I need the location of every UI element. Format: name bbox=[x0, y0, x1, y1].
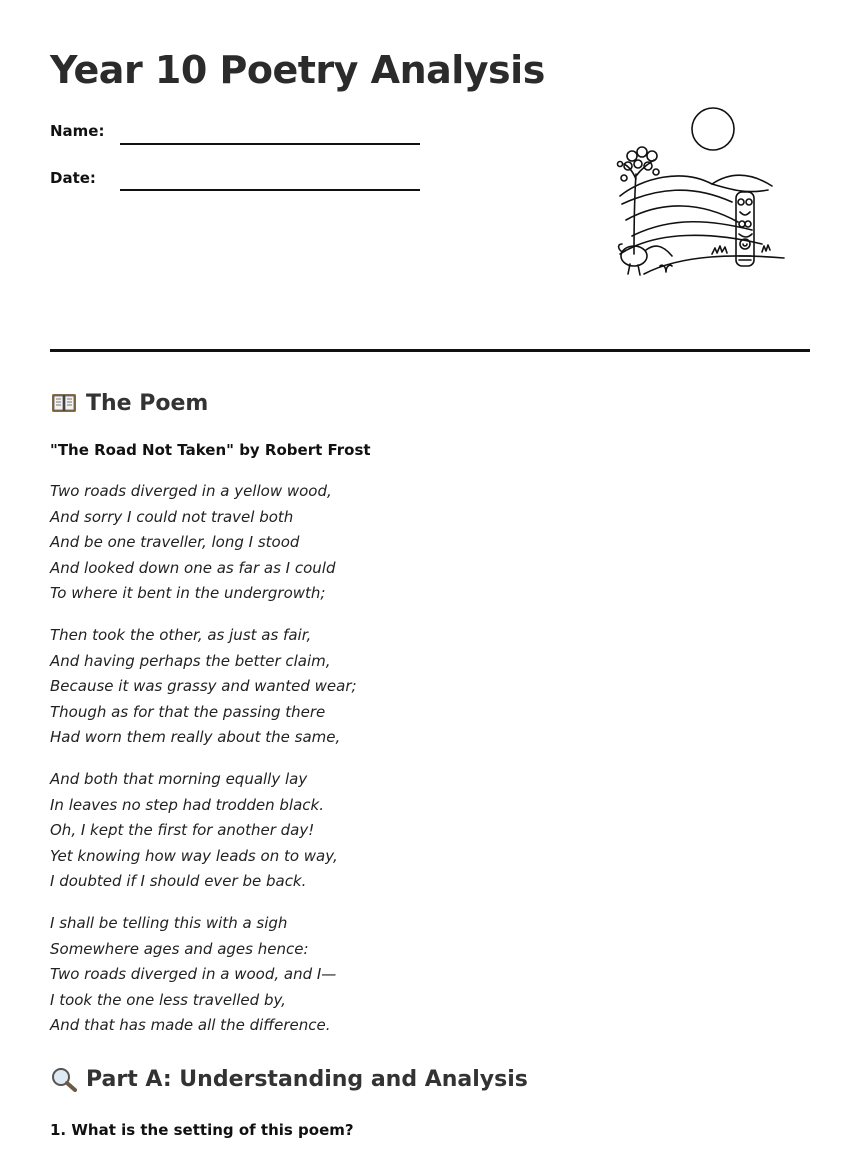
section-divider bbox=[50, 349, 810, 352]
poem-title: "The Road Not Taken" by Robert Frost bbox=[50, 441, 371, 459]
middle-hills bbox=[626, 206, 738, 222]
foreground-hill bbox=[644, 256, 784, 274]
poem-section-heading bbox=[50, 390, 208, 416]
poem-line: Two roads diverged in a yellow wood, bbox=[50, 482, 332, 500]
poem-line: I shall be telling this with a sigh bbox=[50, 914, 288, 932]
poem-line: And having perhaps the better claim, bbox=[50, 651, 331, 670]
poem-line: And sorry I could not travel both bbox=[50, 507, 294, 526]
part-a-title: Part A: Understanding and Analysis bbox=[86, 1066, 528, 1092]
poem-line: Two roads diverged in a wood, and I— bbox=[50, 965, 337, 984]
pohutukawa-tree-icon bbox=[618, 147, 660, 254]
poem-stanza-4 bbox=[50, 911, 336, 1039]
landscape-illustration bbox=[562, 104, 792, 284]
date-field bbox=[50, 169, 96, 187]
poem-line: Had worn them really about the same, bbox=[50, 728, 341, 747]
date-label: Date: bbox=[50, 169, 96, 187]
poem-stanza-3 bbox=[50, 767, 338, 895]
poem-line: And both that morning equally lay bbox=[50, 770, 308, 788]
poem-line: I took the one less travelled by, bbox=[50, 990, 286, 1009]
date-input-line[interactable] bbox=[120, 189, 420, 191]
poem-line: And be one traveller, long I stood bbox=[50, 533, 300, 552]
poem-line: Oh, I kept the first for another day! bbox=[50, 821, 315, 840]
page-title: Year 10 Poetry Analysis bbox=[50, 48, 545, 92]
poem-line: And looked down one as far as I could bbox=[50, 558, 336, 577]
poem-stanza-2 bbox=[50, 623, 357, 751]
poem-line: Then took the other, as just as fair, bbox=[50, 626, 312, 644]
open-book-icon bbox=[50, 390, 78, 416]
part-a-heading bbox=[50, 1066, 528, 1092]
poem-line: In leaves no step had trodden black. bbox=[50, 795, 324, 814]
sun-icon bbox=[692, 108, 734, 150]
name-label: Name: bbox=[50, 122, 105, 140]
poem-line: Because it was grassy and wanted wear; bbox=[50, 677, 357, 696]
poem-line: I doubted if I should ever be back. bbox=[50, 872, 307, 891]
poem-section-title: The Poem bbox=[86, 390, 209, 416]
poem-stanza-1 bbox=[50, 479, 335, 607]
name-input-line[interactable] bbox=[120, 143, 420, 145]
question-1: 1. What is the setting of this poem? bbox=[50, 1121, 354, 1139]
name-field bbox=[50, 122, 104, 140]
poem-line: Yet knowing how way leads on to way, bbox=[50, 846, 338, 865]
magnifying-glass-icon bbox=[50, 1066, 78, 1092]
poem-line: And that has made all the difference. bbox=[50, 1016, 331, 1035]
poem-line: To where it bent in the undergrowth; bbox=[50, 584, 326, 603]
kiwi-bird-icon bbox=[619, 244, 672, 275]
poem-line: Somewhere ages and ages hence: bbox=[50, 939, 309, 958]
worksheet-page bbox=[50, 0, 810, 1161]
poem-line: Though as for that the passing there bbox=[50, 702, 326, 721]
